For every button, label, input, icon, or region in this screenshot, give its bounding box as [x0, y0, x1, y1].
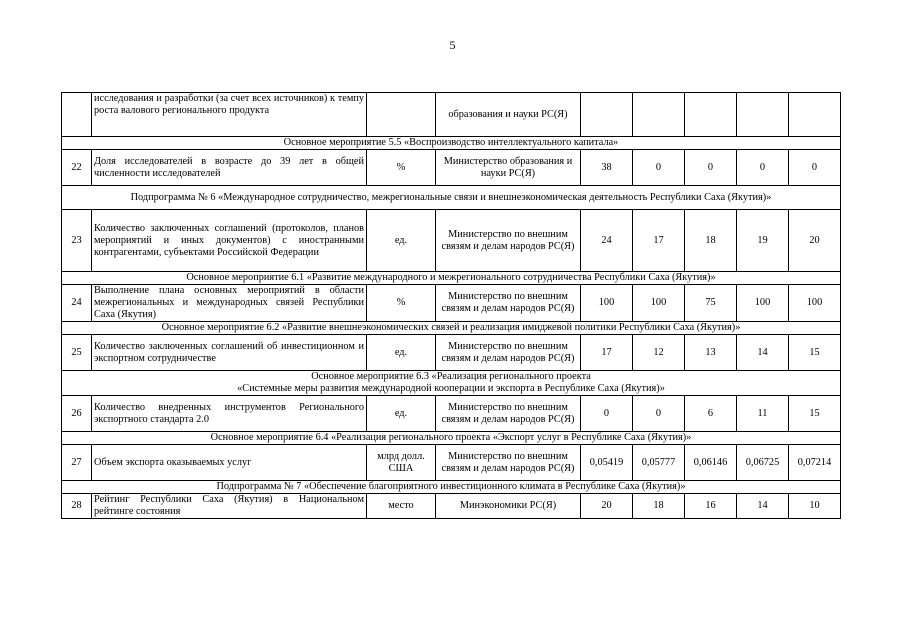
table-row: [62, 494, 841, 519]
value-cell: 0: [685, 150, 737, 186]
responsible-cell: Министерство по внешним связям и делам народов РС(Я): [436, 335, 581, 371]
value-cell: 0: [633, 150, 685, 186]
value-cell: 0: [789, 150, 841, 186]
unit-cell: %: [367, 150, 436, 186]
row-number: 25: [62, 335, 92, 371]
section-title-line: Основное мероприятие 6.3 «Реализация регионального проекта: [311, 371, 591, 382]
value-cell: 38: [581, 150, 633, 186]
unit-cell: %: [367, 285, 436, 322]
section-title: Основное мероприятие 6.2 «Развитие внешнеэкономических связей и реализация имиджевой политики Республики Саха (Якутия)»: [62, 322, 841, 335]
value-cell: 15: [789, 396, 841, 432]
value-cell: 15: [789, 335, 841, 371]
value-cell: 100: [633, 285, 685, 322]
indicator-name: Количество внедренных инструментов Регионального экспортного стандарта 2.0: [92, 396, 367, 432]
value-cell: 6: [685, 396, 737, 432]
value-cell: [633, 93, 685, 137]
table-row: [62, 93, 841, 137]
indicators-table: [61, 92, 841, 519]
section-header-row: [62, 272, 841, 285]
indicator-name: Количество заключенных соглашений (протоколов, планов мероприятий и иных документов) с иностранными контрагентами, субъектами Российской Федерации: [92, 210, 367, 272]
table-row: [62, 445, 841, 481]
value-cell: 18: [685, 210, 737, 272]
row-number: 23: [62, 210, 92, 272]
table-row: [62, 335, 841, 371]
responsible-cell: Министерство образования и науки РС(Я): [436, 150, 581, 186]
section-title: Основное мероприятие 5.5 «Воспроизводство интеллектуального капитала»: [62, 137, 841, 150]
table-row: [62, 285, 841, 322]
value-cell: 0,06725: [737, 445, 789, 481]
responsible-cell: Министерство по внешним связям и делам народов РС(Я): [436, 210, 581, 272]
section-header-row: [62, 371, 841, 396]
value-cell: 17: [633, 210, 685, 272]
unit-cell: ед.: [367, 396, 436, 432]
value-cell: 10: [789, 494, 841, 519]
section-title: Основное мероприятие 6.1 «Развитие международного и межрегионального сотрудничества Республики Саха (Якутия)»: [62, 272, 841, 285]
value-cell: 100: [581, 285, 633, 322]
section-header-row: [62, 322, 841, 335]
value-cell: [789, 93, 841, 137]
subprogram-header-row: [62, 186, 841, 210]
row-number: 22: [62, 150, 92, 186]
indicator-name: Выполнение плана основных мероприятий в области межрегиональных и международных связей Республики Саха (Якутия): [92, 285, 367, 322]
value-cell: 100: [789, 285, 841, 322]
value-cell: 0: [633, 396, 685, 432]
value-cell: 0: [581, 396, 633, 432]
value-cell: 20: [789, 210, 841, 272]
indicator-name: Объем экспорта оказываемых услуг: [92, 445, 367, 481]
indicator-name: исследования и разработки (за счет всех источников) к темпу роста валового регионального продукта: [92, 93, 367, 137]
value-cell: 14: [737, 494, 789, 519]
subprogram-header-row: [62, 481, 841, 494]
value-cell: 0,06146: [685, 445, 737, 481]
unit-cell: место: [367, 494, 436, 519]
value-cell: [737, 93, 789, 137]
row-number: 24: [62, 285, 92, 322]
value-cell: [685, 93, 737, 137]
value-cell: 24: [581, 210, 633, 272]
responsible-cell: Минэкономики РС(Я): [436, 494, 581, 519]
row-number: 28: [62, 494, 92, 519]
value-cell: 0: [737, 150, 789, 186]
section-header-row: [62, 432, 841, 445]
subprogram-title: Подпрограмма № 6 «Международное сотрудничество, межрегиональные связи и внешнеэкономическая деятельность Республики Саха (Якутия)»: [62, 186, 841, 210]
responsible-cell: образования и науки РС(Я): [436, 93, 581, 137]
unit-cell: [367, 93, 436, 137]
value-cell: [581, 93, 633, 137]
table-row: [62, 210, 841, 272]
table-row: [62, 150, 841, 186]
unit-cell: ед.: [367, 210, 436, 272]
value-cell: 16: [685, 494, 737, 519]
value-cell: 100: [737, 285, 789, 322]
indicator-name: Доля исследователей в возрасте до 39 лет в общей численности исследователей: [92, 150, 367, 186]
value-cell: 13: [685, 335, 737, 371]
value-cell: 14: [737, 335, 789, 371]
row-number: [62, 93, 92, 137]
responsible-cell: Министерство по внешним связям и делам народов РС(Я): [436, 285, 581, 322]
unit-cell: ед.: [367, 335, 436, 371]
table-row: [62, 396, 841, 432]
value-cell: 17: [581, 335, 633, 371]
section-title-line: «Системные меры развития международной кооперации и экспорта в Республике Саха (Якутия)»: [237, 383, 665, 394]
indicator-name: Количество заключенных соглашений об инвестиционном и экспортном сотрудничестве: [92, 335, 367, 371]
value-cell: 0,05419: [581, 445, 633, 481]
responsible-cell: Министерство по внешним связям и делам народов РС(Я): [436, 445, 581, 481]
unit-cell: млрд долл. США: [367, 445, 436, 481]
section-title: Основное мероприятие 6.4 «Реализация регионального проекта «Экспорт услуг в Республике Саха (Якутия)»: [62, 432, 841, 445]
value-cell: 0,07214: [789, 445, 841, 481]
row-number: 26: [62, 396, 92, 432]
subprogram-title: Подпрограмма № 7 «Обеспечение благоприятного инвестиционного климата в Республике Саха (Якутия)»: [62, 481, 841, 494]
value-cell: 0,05777: [633, 445, 685, 481]
value-cell: 12: [633, 335, 685, 371]
value-cell: 75: [685, 285, 737, 322]
section-title: [62, 371, 841, 396]
indicator-name: Рейтинг Республики Саха (Якутия) в Национальном рейтинге состояния: [92, 494, 367, 519]
value-cell: 11: [737, 396, 789, 432]
value-cell: 20: [581, 494, 633, 519]
row-number: 27: [62, 445, 92, 481]
section-header-row: [62, 137, 841, 150]
value-cell: 18: [633, 494, 685, 519]
page-number: 5: [449, 38, 456, 52]
value-cell: 19: [737, 210, 789, 272]
responsible-cell: Министерство по внешним связям и делам народов РС(Я): [436, 396, 581, 432]
